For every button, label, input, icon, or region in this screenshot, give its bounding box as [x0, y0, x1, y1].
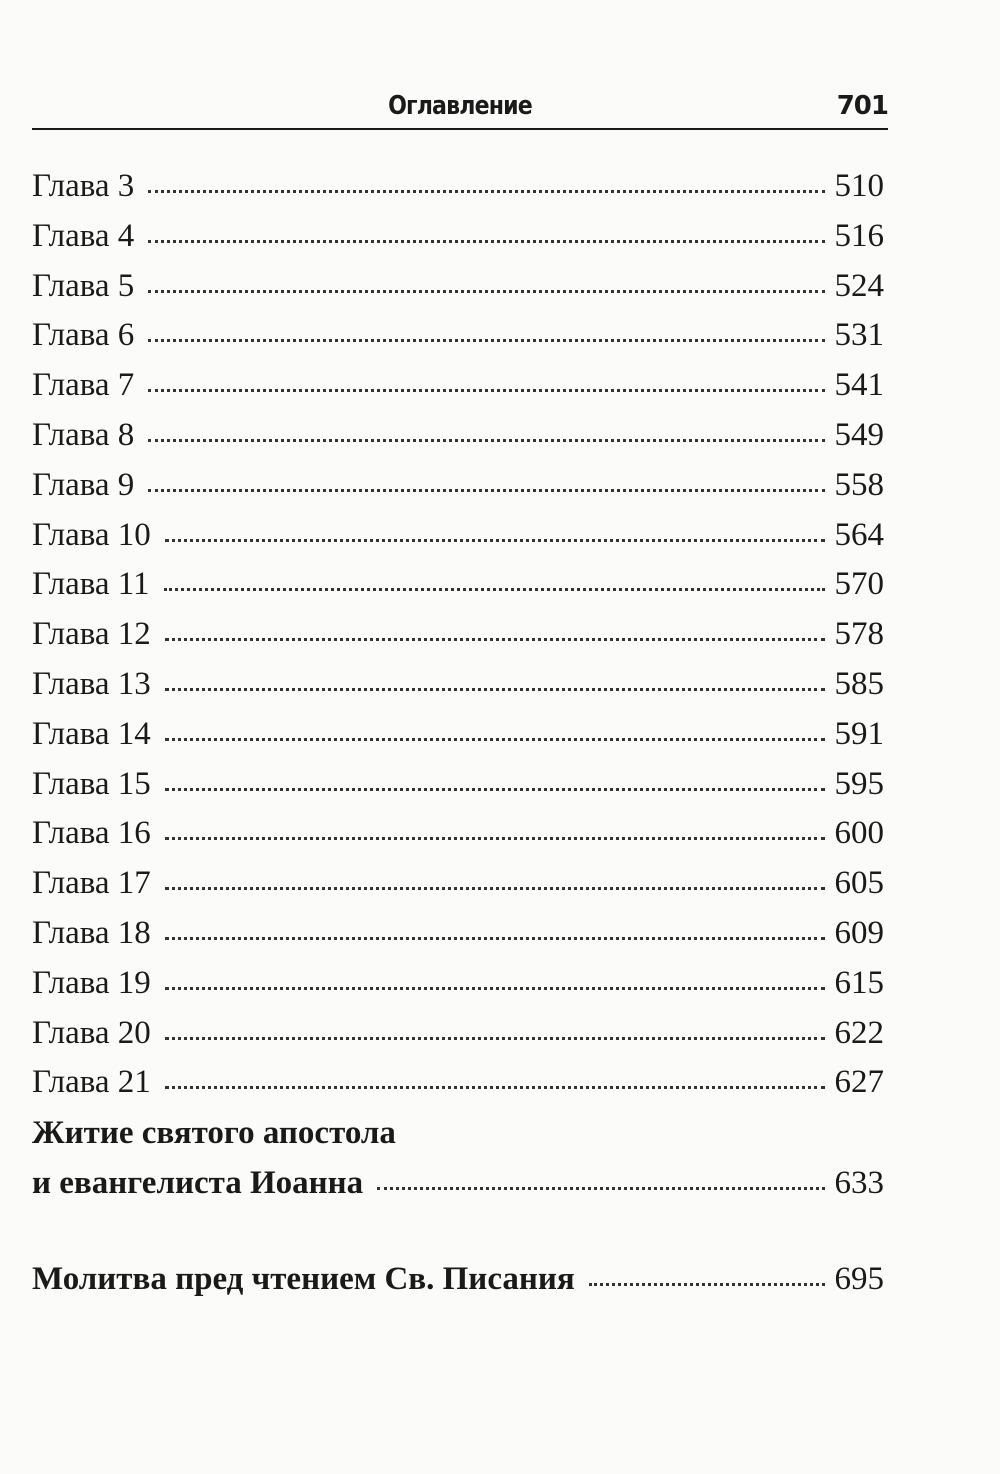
dot-leader	[164, 588, 825, 591]
toc-entry-page: 609	[834, 914, 884, 951]
toc-entry-label: Глава 16	[32, 815, 151, 852]
toc-entry-label: Глава 17	[32, 865, 151, 902]
toc-entry	[32, 809, 884, 859]
toc-entry-prayer	[32, 1254, 884, 1304]
toc-entry-label: Глава 14	[32, 715, 151, 752]
dot-leader	[165, 837, 825, 840]
toc-entry	[32, 909, 884, 959]
toc-entry-label: Глава 21	[32, 1064, 151, 1101]
toc-entry-page: 591	[834, 715, 884, 752]
toc-entry-label: Глава 15	[32, 765, 151, 802]
toc-entry-label: Глава 18	[32, 914, 151, 951]
toc-entry	[32, 859, 884, 909]
toc-entry-label: Глава 10	[32, 516, 151, 553]
toc-entry	[32, 1058, 884, 1108]
toc-entry-life-of-apostle	[32, 1108, 884, 1208]
toc-entry-label: Глава 13	[32, 665, 151, 702]
toc-entry	[32, 311, 884, 361]
toc-entry-life-line2-row	[32, 1158, 884, 1208]
toc-entry-page: 564	[834, 516, 884, 553]
toc-entry-label: Глава 12	[32, 616, 151, 653]
dot-leader	[165, 788, 825, 791]
toc-entry-label: Глава 3	[32, 168, 135, 204]
toc-entry	[32, 212, 884, 262]
toc-entry-label: Глава 5	[32, 267, 135, 304]
toc-entry-page: 558	[834, 466, 884, 503]
toc-entry	[32, 959, 884, 1009]
dot-leader	[165, 987, 825, 990]
toc-entry-page: 615	[834, 964, 884, 1001]
page-number: 701	[836, 91, 888, 121]
toc-entry-page: 531	[834, 317, 884, 354]
toc-entry-page: 627	[834, 1064, 884, 1101]
dot-leader	[148, 389, 824, 392]
toc-entry	[32, 560, 884, 610]
toc-entry-page: 600	[834, 815, 884, 852]
toc-entry-page: 524	[834, 267, 884, 304]
running-head	[32, 88, 888, 130]
toc-entry	[32, 262, 884, 312]
dot-leader	[377, 1187, 824, 1190]
toc-entry	[32, 461, 884, 511]
toc-entry	[32, 1009, 884, 1059]
table-of-contents	[32, 162, 884, 1108]
toc-entry-page: 595	[834, 765, 884, 802]
toc-entry	[32, 162, 884, 212]
toc-entry-page: 578	[834, 616, 884, 653]
toc-entry	[32, 411, 884, 461]
dot-leader	[165, 1086, 825, 1089]
toc-entry-label: Глава 19	[32, 964, 151, 1001]
dot-leader	[148, 190, 824, 193]
toc-entry-page: 549	[834, 416, 884, 453]
toc-entry-label: Глава 20	[32, 1014, 151, 1051]
toc-entry	[32, 610, 884, 660]
toc-entry-page: 585	[834, 665, 884, 702]
toc-entry-life-line1: Житие святого апостола	[32, 1115, 396, 1151]
toc-entry-label: Глава 8	[32, 416, 135, 453]
toc-entry-label: Глава 6	[32, 317, 135, 354]
dot-leader	[589, 1283, 825, 1286]
toc-entry-label: Глава 4	[32, 217, 135, 254]
toc-entry-prayer-row	[32, 1254, 884, 1304]
toc-entry-page: 622	[834, 1014, 884, 1051]
toc-entry	[32, 760, 884, 810]
dot-leader	[165, 887, 825, 890]
toc-entry-life-line2: и евангелиста Иоанна	[32, 1165, 364, 1201]
toc-entry	[32, 710, 884, 760]
toc-entry-page: 605	[834, 865, 884, 902]
toc-entry-page: 510	[834, 168, 884, 204]
toc-entry	[32, 361, 884, 411]
toc-entry-prayer-label: Молитва пред чтением Св. Писания	[32, 1261, 575, 1297]
dot-leader	[148, 290, 824, 293]
dot-leader	[165, 688, 825, 691]
toc-entry-life-page: 633	[834, 1165, 884, 1201]
dot-leader	[148, 439, 824, 442]
dot-leader	[148, 489, 824, 492]
dot-leader	[165, 539, 825, 542]
dot-leader	[165, 1037, 825, 1040]
dot-leader	[165, 638, 825, 641]
toc-entry-label: Глава 9	[32, 466, 135, 503]
toc-entry-page: 570	[834, 566, 884, 603]
toc-entry-label: Глава 7	[32, 367, 135, 404]
toc-entry-label: Глава 11	[32, 566, 150, 603]
toc-entry-prayer-page: 695	[834, 1261, 884, 1297]
toc-entry	[32, 660, 884, 710]
dot-leader	[165, 937, 825, 940]
dot-leader	[148, 240, 824, 243]
dot-leader	[165, 738, 825, 741]
toc-entry-page: 541	[834, 367, 884, 404]
toc-entry	[32, 511, 884, 561]
toc-entry-page: 516	[834, 217, 884, 254]
dot-leader	[148, 339, 824, 342]
running-title: Оглавление	[388, 91, 532, 121]
